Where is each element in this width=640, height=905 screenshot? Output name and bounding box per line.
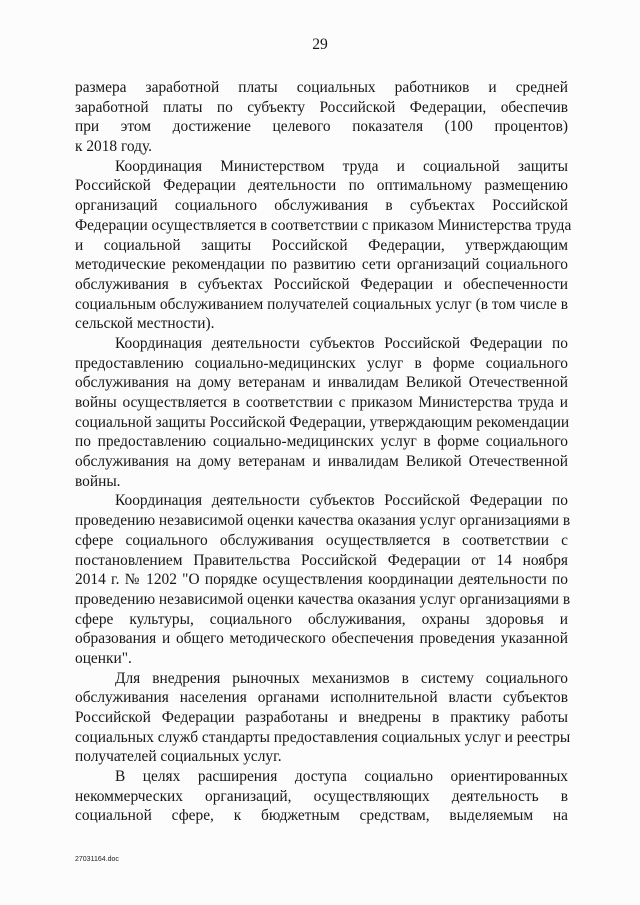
text-line: постановлением Правительства Российской Федерации от 14 ноября: [75, 551, 568, 569]
text-line: по предоставлению социально-медицинских услуг в форме социального: [75, 433, 568, 451]
text-line: сфере культуры, социального обслуживания, охраны здоровья и: [75, 610, 568, 628]
text-line: размера заработной платы социальных работников и средней: [75, 79, 568, 96]
text-line: Российской Федерации разработаны и внедрены в практику работы: [75, 709, 568, 726]
text-line: обслуживания на дому ветеранам и инвалидам Великой Отечественной: [75, 374, 568, 392]
text-line: к 2018 году.: [75, 138, 152, 156]
text-line: Координация Министерством труда и социальной защиты: [115, 157, 568, 175]
text-line: проведению независимой оценки качества оказания услуг организациями в: [75, 512, 571, 530]
text-line: Федерации осуществляется в соответствии с приказом Министерства труда: [75, 216, 572, 234]
text-line: Российской Федерации деятельности по оптимальному размещению: [75, 177, 568, 195]
paragraph: [75, 767, 568, 826]
text-line: при этом достижение целевого показателя (100 процентов): [75, 118, 568, 136]
text-line: Координация деятельности субъектов Российской Федерации по: [115, 334, 568, 352]
text-line: социальной защиты Российской Федерации, утверждающим рекомендации: [75, 413, 570, 431]
text-line: предоставлению социально-медицинских услуг в форме социального: [75, 354, 568, 372]
text-line: 2014 г. № 1202 "О порядке осуществления координации деятельности по: [75, 571, 568, 589]
text-line: сельской местности).: [75, 315, 215, 333]
text-line: организаций социального обслуживания в субъектах Российской: [75, 197, 568, 215]
paragraph: [75, 669, 571, 767]
text-line: обслуживания населения органами исполнительной власти субъектов: [75, 689, 568, 707]
text-line: образования и общего методического обеспечения проведения указанной: [75, 630, 568, 648]
text-line: и социальной защиты Российской Федерации, утверждающим: [75, 236, 568, 254]
footer-filename: 27031164.doc: [75, 856, 119, 863]
text-line: социальной сфере, к бюджетным средствам, выделяемым на: [75, 807, 568, 825]
text-line: получателей социальных услуг.: [75, 748, 282, 766]
text-line: проведению независимой оценки качества оказания услуг организациями в: [75, 590, 571, 608]
paragraph: [75, 157, 572, 334]
text-line: Для внедрения рыночных механизмов в систему социального: [115, 669, 568, 687]
text-line: войны.: [75, 472, 121, 490]
paragraph: [75, 491, 571, 668]
text-line: Координация деятельности субъектов Российской Федерации по: [115, 492, 568, 510]
text-line: оценки".: [75, 649, 132, 667]
text-line: социальных служб стандарты предоставления социальных услуг и реестры: [75, 728, 571, 746]
paragraph: [75, 334, 568, 492]
text-line: некоммерческих организаций, осуществляющих деятельность в: [75, 787, 568, 805]
page-number: 29: [312, 36, 328, 53]
text-line: В целях расширения доступа социально ориентированных: [115, 768, 568, 786]
text-line: обслуживания на дому ветеранам и инвалидам Великой Отечественной: [75, 453, 568, 471]
text-line: обслуживания в субъектах Российской Федерации и обеспеченности: [75, 275, 568, 293]
text-line: методические рекомендации по развитию сети организаций социального: [75, 256, 568, 274]
text-line: социальным обслуживанием получателей социальных услуг (в том числе в: [75, 295, 568, 313]
text-line: войны осуществляется в соответствии с приказом Министерства труда и: [75, 394, 568, 411]
document-body: [75, 78, 572, 826]
paragraph: [75, 78, 568, 157]
text-line: заработной платы по субъекту Российской Федерации, обеспечив: [75, 98, 568, 116]
text-line: сфере социального обслуживания осуществляется в соответствии с: [75, 531, 568, 549]
